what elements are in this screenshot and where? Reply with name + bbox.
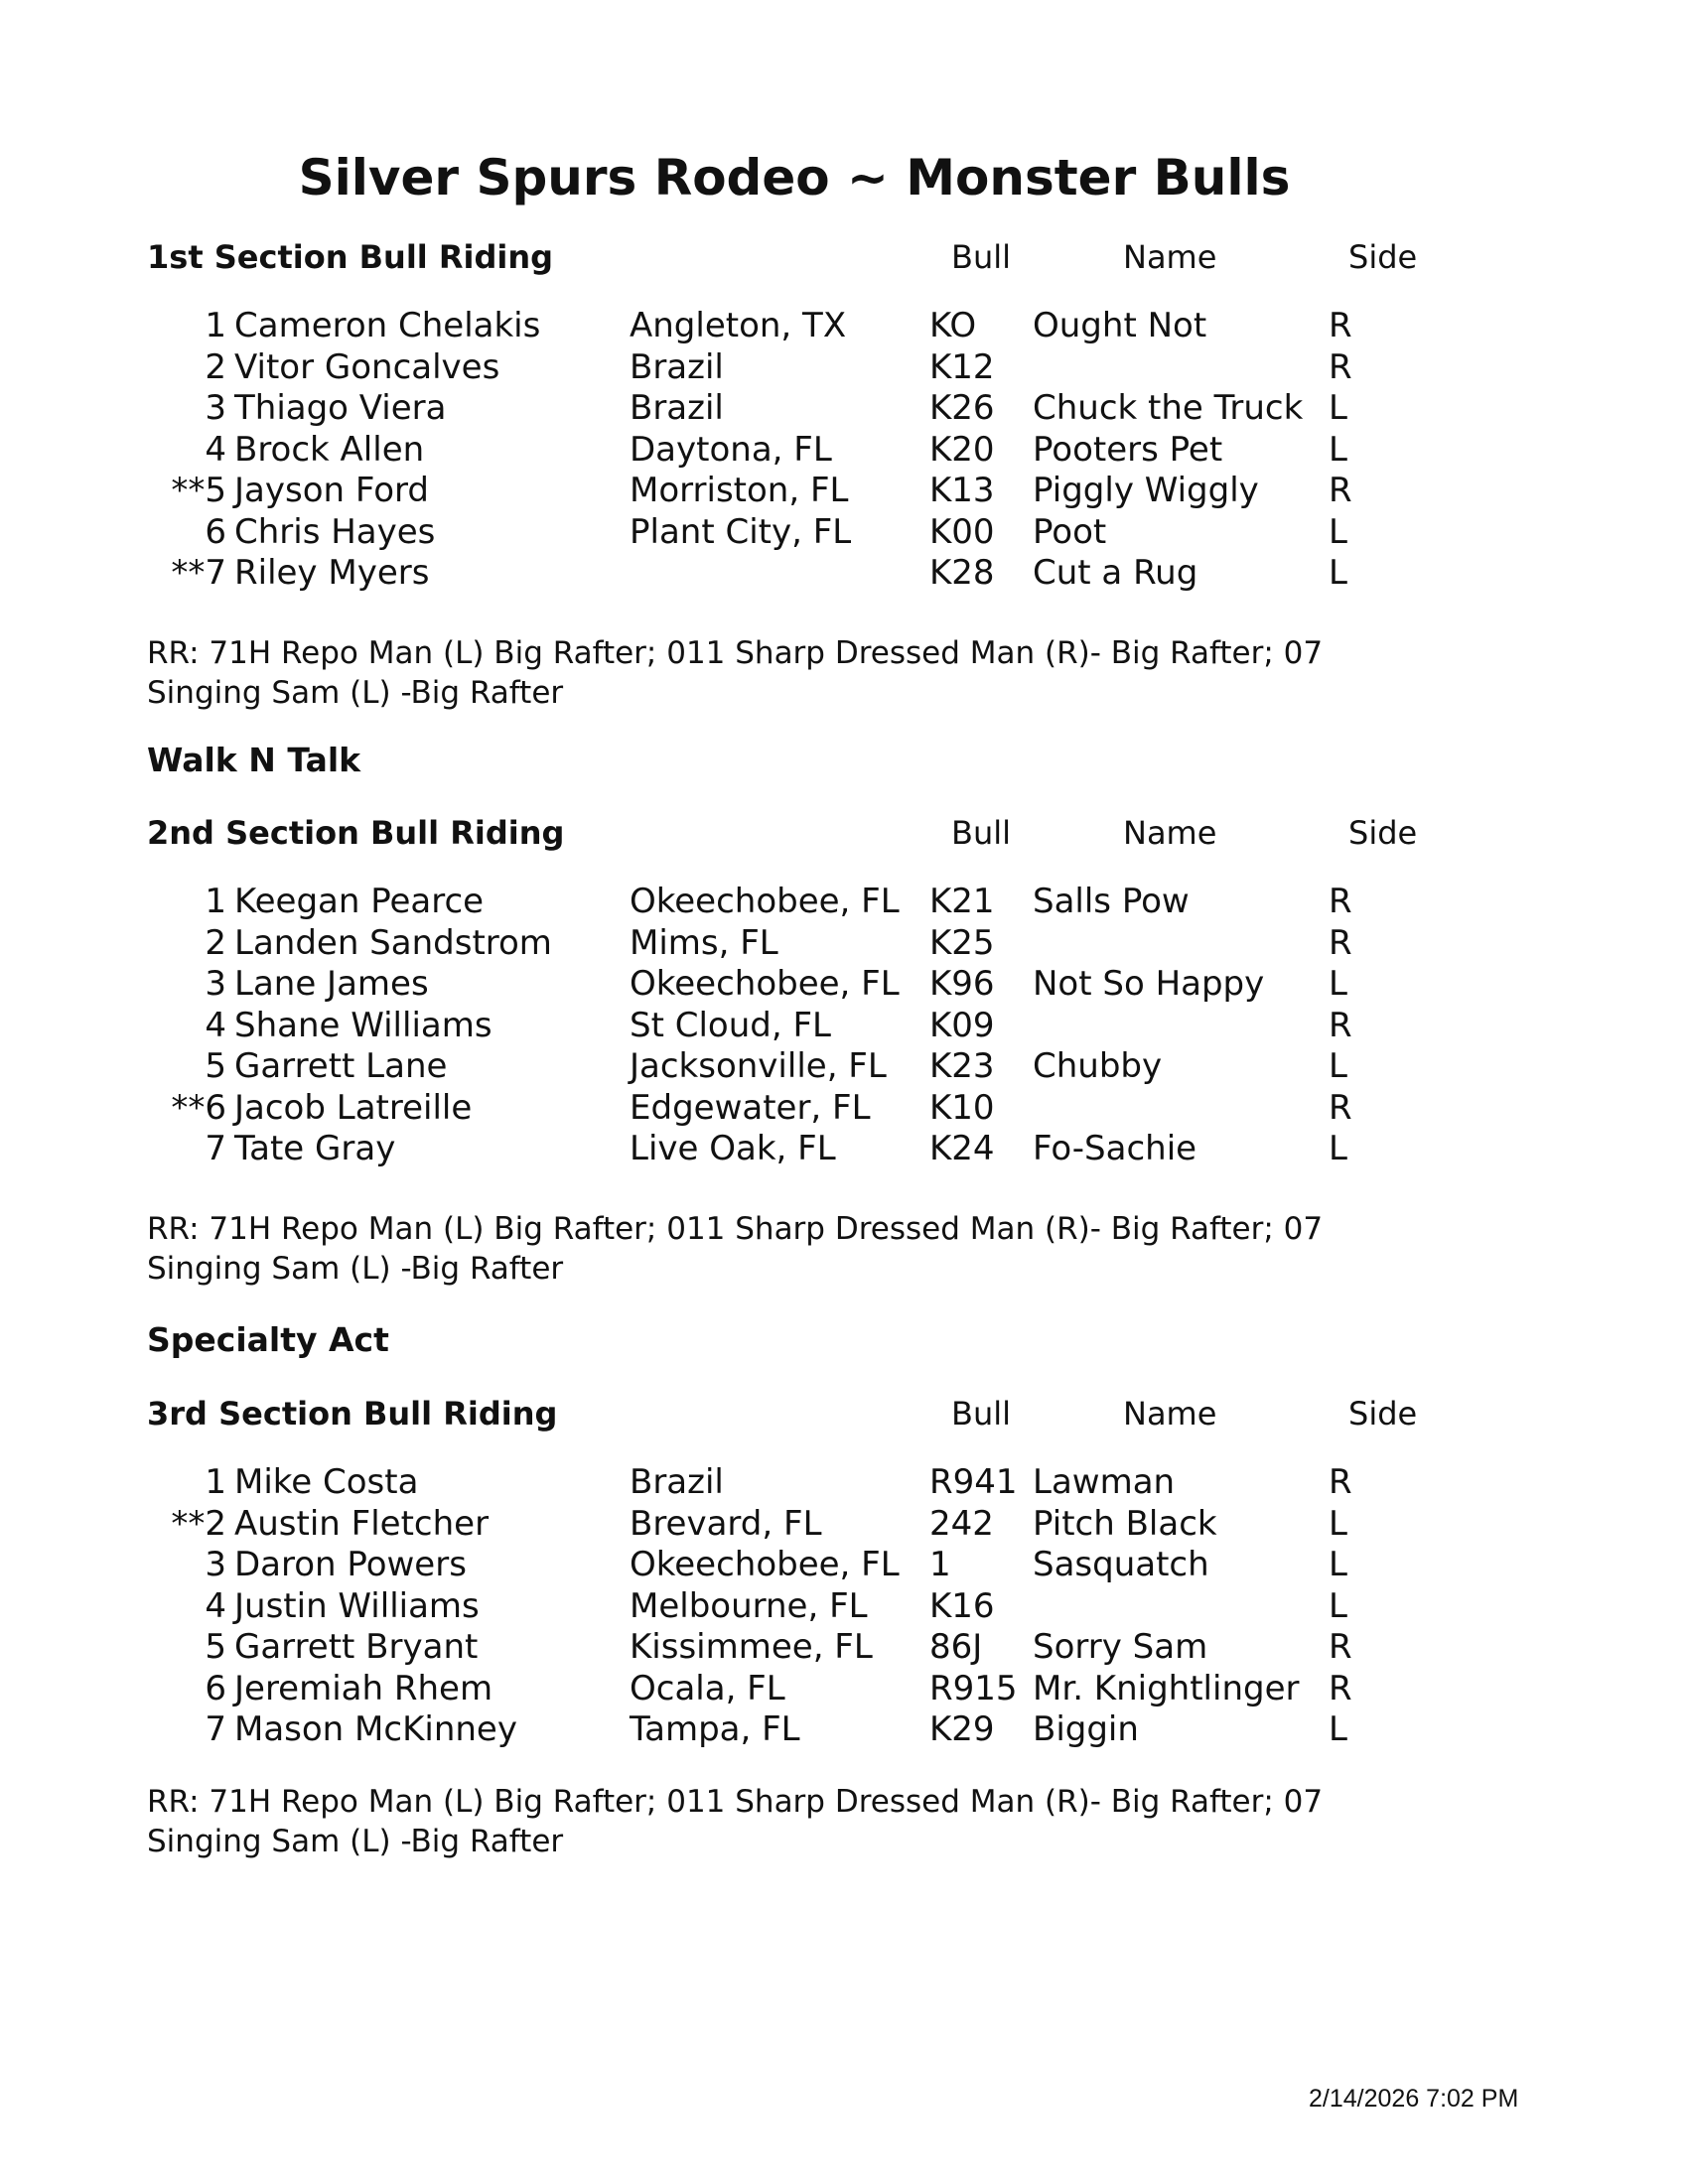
- bull-name: Lawman: [1033, 1462, 1176, 1502]
- bull-name: Piggly Wiggly: [1033, 471, 1259, 510]
- bull-name: Not So Happy: [1033, 964, 1265, 1004]
- re-ride-note: RR: 71H Repo Man (L) Big Rafter; 011 Sharp Dressed Man (R)- Big Rafter; 07 Singing Sam (L) -Big Rafter: [147, 1211, 1324, 1287]
- rider-hometown: Okeechobee, FL: [630, 882, 900, 921]
- rider-number: 4: [205, 1005, 226, 1045]
- rider-number: 3: [205, 964, 226, 1004]
- rider-hometown: Brevard, FL: [630, 1503, 822, 1544]
- rider-hometown: Jacksonville, FL: [630, 1046, 887, 1086]
- rider-number: 3: [205, 1545, 226, 1584]
- chute-side: R: [1329, 922, 1352, 963]
- rider-name: Garrett Lane: [234, 1046, 448, 1086]
- rider-name: Jayson Ford: [234, 471, 429, 510]
- bull-name: Salls Pow: [1033, 882, 1190, 921]
- rider-name: Brock Allen: [234, 429, 425, 470]
- rider-hometown: Kissimmee, FL: [630, 1627, 873, 1667]
- rider-list: [147, 882, 1537, 1170]
- re-ride-note: RR: 71H Repo Man (L) Big Rafter; 011 Sharp Dressed Man (R)- Big Rafter; 07 Singing Sam (L) -Big Rafter: [147, 635, 1324, 711]
- rider-row: [147, 388, 1537, 430]
- rider-row: [147, 512, 1537, 554]
- rider-row: [147, 1088, 1537, 1130]
- bull-name: Fo-Sachie: [1033, 1129, 1197, 1168]
- chute-side: R: [1329, 1005, 1352, 1045]
- page-title: Silver Spurs Rodeo ~ Monster Bulls: [298, 149, 1291, 206]
- bull-number: 1: [929, 1545, 951, 1584]
- interlude-walk-n-talk: Walk N Talk: [147, 741, 361, 779]
- bull-number: K09: [929, 1005, 995, 1045]
- rider-hometown: Tampa, FL: [630, 1709, 800, 1749]
- rider-list: [147, 1462, 1537, 1751]
- bull-name: Chuck the Truck: [1033, 388, 1304, 428]
- bull-name: Ought Not: [1033, 306, 1207, 345]
- rider-hometown: Brazil: [630, 388, 724, 428]
- bull-number: K29: [929, 1709, 995, 1749]
- bull-number: K10: [929, 1087, 995, 1128]
- rider-name: Shane Williams: [234, 1005, 492, 1045]
- bull-number: K12: [929, 346, 995, 387]
- rider-hometown: Okeechobee, FL: [630, 964, 900, 1004]
- bull-number: K28: [929, 553, 995, 593]
- bull-number: K21: [929, 882, 995, 921]
- rider-name: Vitor Goncalves: [234, 346, 500, 387]
- rider-row: [147, 1504, 1537, 1546]
- chute-side: L: [1329, 964, 1347, 1004]
- rider-row: [147, 1586, 1537, 1628]
- side-column-header: Side: [1348, 1395, 1418, 1433]
- name-column-header: Name: [1123, 238, 1217, 276]
- chute-side: R: [1329, 882, 1352, 921]
- rider-name: Jacob Latreille: [234, 1087, 473, 1128]
- name-column-header: Name: [1123, 814, 1217, 852]
- section-3: [147, 1395, 1537, 1751]
- bull-number: R941: [929, 1462, 1018, 1502]
- bull-number: R915: [929, 1668, 1018, 1708]
- section-1: [147, 238, 1537, 595]
- bull-column-header: Bull: [951, 1395, 1012, 1433]
- chute-side: L: [1329, 1709, 1347, 1749]
- bull-number: K96: [929, 964, 995, 1004]
- rider-name: Tate Gray: [234, 1129, 396, 1168]
- rider-row: [147, 347, 1537, 389]
- rider-row: [147, 1709, 1537, 1751]
- rider-hometown: Morriston, FL: [630, 471, 849, 510]
- rider-hometown: Live Oak, FL: [630, 1129, 836, 1168]
- rider-number: 2: [205, 346, 226, 387]
- rider-row: [147, 923, 1537, 965]
- section-2: [147, 814, 1537, 1170]
- re-ride-note: RR: 71H Repo Man (L) Big Rafter; 011 Sharp Dressed Man (R)- Big Rafter; 07 Singing Sam (L) -Big Rafter: [147, 1784, 1324, 1859]
- rider-number: 2: [205, 922, 226, 963]
- bull-number: K25: [929, 922, 995, 963]
- bull-name: Cut a Rug: [1033, 553, 1198, 593]
- bull-number: 242: [929, 1503, 994, 1544]
- rider-number: 7: [205, 1709, 226, 1749]
- chute-side: R: [1329, 1087, 1352, 1128]
- bull-number: K26: [929, 388, 995, 428]
- chute-side: R: [1329, 471, 1352, 510]
- interlude-specialty-act: Specialty Act: [147, 1320, 389, 1359]
- rider-number: **7: [171, 553, 226, 593]
- bull-number: K13: [929, 471, 995, 510]
- rider-hometown: Daytona, FL: [630, 429, 832, 470]
- rider-name: Garrett Bryant: [234, 1627, 479, 1667]
- rider-name: Lane James: [234, 964, 429, 1004]
- chute-side: L: [1329, 388, 1347, 428]
- rider-name: Mike Costa: [234, 1462, 419, 1502]
- side-column-header: Side: [1348, 814, 1418, 852]
- rider-name: Thiago Viera: [234, 388, 447, 428]
- rider-row: [147, 471, 1537, 512]
- chute-side: R: [1329, 306, 1352, 345]
- rider-hometown: Ocala, FL: [630, 1668, 785, 1708]
- bull-number: K24: [929, 1129, 995, 1168]
- rider-row: [147, 430, 1537, 472]
- print-timestamp: 2/14/2026 7:02 PM: [1309, 2085, 1519, 2113]
- bull-number: K16: [929, 1585, 995, 1626]
- rider-number: 1: [205, 882, 226, 921]
- rider-hometown: Edgewater, FL: [630, 1087, 871, 1128]
- rider-row: [147, 1627, 1537, 1669]
- chute-side: L: [1329, 429, 1347, 470]
- rider-name: Mason McKinney: [234, 1709, 517, 1749]
- bull-number: 86J: [929, 1627, 983, 1667]
- rider-row: [147, 1462, 1537, 1504]
- rider-hometown: Plant City, FL: [630, 511, 852, 552]
- rider-number: 6: [205, 511, 226, 552]
- chute-side: L: [1329, 553, 1347, 593]
- chute-side: R: [1329, 1462, 1352, 1502]
- rider-hometown: Mims, FL: [630, 922, 778, 963]
- rider-name: Riley Myers: [234, 553, 430, 593]
- rider-number: **2: [171, 1503, 226, 1544]
- rider-name: Austin Fletcher: [234, 1503, 490, 1544]
- section-title: 2nd Section Bull Riding: [147, 814, 565, 852]
- rider-name: Landen Sandstrom: [234, 922, 552, 963]
- rider-hometown: Brazil: [630, 346, 724, 387]
- rider-row: [147, 306, 1537, 347]
- chute-side: L: [1329, 1046, 1347, 1086]
- section-header: [147, 1395, 1537, 1434]
- rider-number: 7: [205, 1129, 226, 1168]
- rider-hometown: Brazil: [630, 1462, 724, 1502]
- section-header: [147, 814, 1537, 854]
- chute-side: L: [1329, 1503, 1347, 1544]
- bull-number: K20: [929, 429, 995, 470]
- bull-name: Sorry Sam: [1033, 1627, 1208, 1667]
- rider-number: 6: [205, 1668, 226, 1708]
- bull-number: KO: [929, 306, 977, 345]
- rider-name: Keegan Pearce: [234, 882, 485, 921]
- rider-row: [147, 1006, 1537, 1047]
- rider-number: 4: [205, 1585, 226, 1626]
- rider-number: 1: [205, 306, 226, 345]
- section-title: 3rd Section Bull Riding: [147, 1395, 558, 1433]
- rider-name: Cameron Chelakis: [234, 306, 541, 345]
- rider-hometown: Okeechobee, FL: [630, 1545, 900, 1584]
- rider-name: Chris Hayes: [234, 511, 436, 552]
- chute-side: L: [1329, 1585, 1347, 1626]
- chute-side: L: [1329, 511, 1347, 552]
- rider-number: 5: [205, 1046, 226, 1086]
- chute-side: R: [1329, 1668, 1352, 1708]
- rider-hometown: St Cloud, FL: [630, 1005, 831, 1045]
- rider-row: [147, 964, 1537, 1006]
- bull-name: Pooters Pet: [1033, 429, 1223, 470]
- bull-column-header: Bull: [951, 238, 1012, 276]
- rider-number: 3: [205, 388, 226, 428]
- rider-row: [147, 1129, 1537, 1170]
- bull-name: Sasquatch: [1033, 1545, 1209, 1584]
- rider-row: [147, 882, 1537, 923]
- bull-number: K23: [929, 1046, 995, 1086]
- rider-list: [147, 306, 1537, 595]
- rider-number: 5: [205, 1627, 226, 1667]
- bull-name: Poot: [1033, 511, 1107, 552]
- name-column-header: Name: [1123, 1395, 1217, 1433]
- chute-side: L: [1329, 1129, 1347, 1168]
- bull-name: Pitch Black: [1033, 1503, 1217, 1544]
- rider-number: **5: [171, 471, 226, 510]
- rider-name: Daron Powers: [234, 1545, 467, 1584]
- rider-row: [147, 1669, 1537, 1710]
- rider-name: Jeremiah Rhem: [234, 1668, 493, 1708]
- rider-row: [147, 1545, 1537, 1586]
- section-header: [147, 238, 1537, 278]
- bull-number: K00: [929, 511, 995, 552]
- bull-name: Chubby: [1033, 1046, 1163, 1086]
- section-title: 1st Section Bull Riding: [147, 238, 554, 276]
- chute-side: R: [1329, 346, 1352, 387]
- rider-number: **6: [171, 1087, 226, 1128]
- rider-number: 4: [205, 429, 226, 470]
- rider-row: [147, 1046, 1537, 1088]
- chute-side: L: [1329, 1545, 1347, 1584]
- rider-hometown: Angleton, TX: [630, 306, 847, 345]
- bull-column-header: Bull: [951, 814, 1012, 852]
- rider-row: [147, 553, 1537, 595]
- side-column-header: Side: [1348, 238, 1418, 276]
- rider-number: 1: [205, 1462, 226, 1502]
- rider-hometown: Melbourne, FL: [630, 1585, 868, 1626]
- chute-side: R: [1329, 1627, 1352, 1667]
- bull-name: Mr. Knightlinger: [1033, 1668, 1300, 1708]
- rider-name: Justin Williams: [234, 1585, 480, 1626]
- bull-name: Biggin: [1033, 1709, 1139, 1749]
